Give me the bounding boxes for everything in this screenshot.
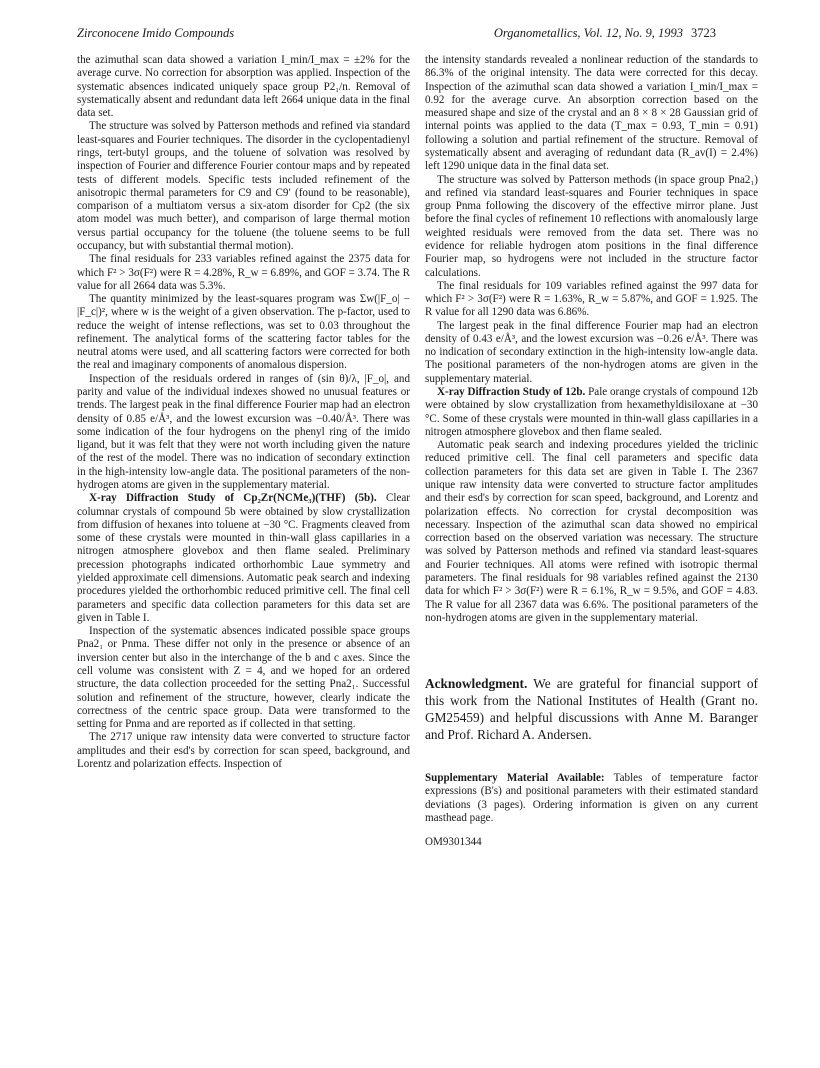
section-body: Pale orange crystals of compound 12b were obtained by slow crystallization from hexamethyldisiloxane at −30 °C. Some of these crystals were mounted in thin-wall glass capillaries in a nitrogen atmosphere glovebox and then flame sealed. bbox=[425, 386, 758, 438]
running-title: Zirconocene Imido Compounds bbox=[77, 26, 235, 40]
supplementary-heading: Supplementary Material Available: bbox=[425, 772, 605, 784]
journal-name: Organometallics, Vol. 12, No. 9, 1993 bbox=[493, 26, 683, 40]
paragraph: Inspection of the residuals ordered in ranges of (sin θ)/λ, |F_o|, and parity and value of the individual indexes showed no unusual features or trends. The largest peak in the final difference Fourier map had an electron density of 0.85 e/Å³, and the lowest excursion was −0.40/Å³. There was some indication of the four hydrogens on the phenyl ring of the imido ligand, but it was felt that they were not worth including given the nature of the rest of the model. There was no indication of secondary extinction in the high-intensity low-angle data. The positional parameters of the non-hydrogen atoms are given in the supplementary material. bbox=[77, 372, 410, 491]
page-header bbox=[77, 26, 716, 44]
page-number: 3723 bbox=[691, 26, 716, 40]
supplementary-body: Tables of temperature factor expressions (B's) and positional parameters with their estimated standard deviations (3 pages). Ordering information is given on any current masthead page. bbox=[425, 772, 758, 825]
paragraph: The final residuals for 233 variables refined against the 2375 data for which F² > 3σ(F²) were R = 4.28%, R_w = 6.89%, and GOF = 3.74. The R value for all 2664 data was 5.3%. bbox=[77, 253, 410, 292]
section-heading: X-ray Diffraction Study of 12b. bbox=[437, 386, 586, 399]
section-heading: X-ray Diffraction Study of Cp₂Zr(NCMe₃)(THF) (5b). bbox=[89, 492, 377, 505]
paragraph: Automatic peak search and indexing procedures yielded the triclinic reduced primitive cell. The final cell parameters and specific data collection parameters for this data set are given in Table I. The 2367 unique raw intensity data were converted to structure factor amplitudes and their esd's by correction for scan speed, background, and Lorentz and polarization effects. No correction for crystal decomposition was necessary. Inspection of the azimuthal scan data showed no empirical correction based on the observed variation was necessary. The structure was solved by Patterson methods and refined via standard least-squares and Fourier techniques. All atoms were refined with isotropic thermal parameters. The final residuals for 98 variables refined against the 2130 data for which F² > 3σ(F²) were R = 6.1%, R_w = 9.5%, and GOF = 4.83. The R value for all 2367 data was 6.6%. The positional parameters of the non-hydrogen atoms are given in the supplementary material. bbox=[425, 439, 758, 624]
acknowledgment-heading: Acknowledgment. bbox=[425, 676, 528, 691]
supplementary-material bbox=[425, 772, 758, 826]
section-body: Clear columnar crystals of compound 5b were obtained by slow crystallization from diffusion of hexanes into toluene at −30 °C. Fragments cleaved from some of these crystals were mounted in thin-wall glass capillaries in a nitrogen atmosphere glovebox and then flame sealed. Preliminary precession photographs indicated orthorhombic Laue symmetry and yielded approximate cell dimensions. Automatic peak search and indexing procedures yielded the orthorhombic reduced primitive cell. The final cell parameters and specific data collection parameters for this data set are given in Table I. bbox=[77, 492, 410, 624]
right-column bbox=[425, 54, 758, 625]
acknowledgment-body: We are grateful for financial support of this work from the National Institutes of Health (Grant no. GM25459) and helpful discussions with Anne M. Baranger and Prof. Richard A. Andersen. bbox=[425, 676, 758, 742]
section-paragraph bbox=[425, 386, 758, 439]
paragraph: The final residuals for 109 variables refined against the 997 data for which F² > 3σ(F²) were R = 1.63%, R_w = 5.87%, and GOF = 1.925. The R value for all 1290 data was 6.86%. bbox=[425, 279, 758, 319]
manuscript-code: OM9301344 bbox=[425, 836, 482, 848]
left-column bbox=[77, 54, 410, 771]
paragraph: The largest peak in the final difference Fourier map had an electron density of 0.43 e/Å³, and the lowest excursion was −0.26 e/Å³. There was no indication of secondary extinction in the high-intensity low-angle data. The positional parameters of the non-hydrogen atoms are given in the supplementary material. bbox=[425, 319, 758, 385]
paragraph: The 2717 unique raw intensity data were converted to structure factor amplitudes and their esd's by correction for scan speed, background, and Lorentz and polarization effects. Inspection of bbox=[77, 731, 410, 770]
section-paragraph bbox=[77, 492, 410, 625]
paragraph: the azimuthal scan data showed a variation I_min/I_max = ±2% for the average curve. No correction for absorption was applied. Inspection of the systematic absences indicated uniquely space group P2₁/n. Removal of systematically absent and redundant data left 2664 unique data in the final data set. bbox=[77, 54, 410, 120]
paragraph: The structure was solved by Patterson methods (in space group Pna2₁) and refined via standard least-squares and Fourier techniques in space group Pnma following the discovery of the effective mirror plane. Just before the final cycles of refinement 10 reflections with anomalously large weighted residuals were removed from the data set. There was no evidence for reliable hydrogen atom positions in the final difference Fourier map, so hydrogens were not included in the structure factor calculations. bbox=[425, 173, 758, 279]
paragraph: the intensity standards revealed a nonlinear reduction of the standards to 86.3% of the original intensity. The data were corrected for this decay. Inspection of the azimuthal scan data showed a variation I_min/I_max = 0.92 for the average curve. An absorption correction based on the measured shape and size of the crystal and an 8 × 8 × 28 Gaussian grid of internal points was applied to the data (T_max = 0.93, T_min = 0.91) following a solution and partial refinement of the structure. Removal of systematically absent and averaging of redundant data (R_av(I) = 2.4%) left 1290 unique data in the final data set. bbox=[425, 54, 758, 173]
paragraph: Inspection of the systematic absences indicated possible space groups Pna2₁ or Pnma. These differ not only in the presence or absence of an inversion center but also in the interchange of the b and c axes. Since the cell volume was consistent with Z = 4, and we hoped for an ordered structure, the data collection proceeded for the setting Pna2₁. Successful solution and refinement of the structure, however, clearly indicate the correctness of the centric space group. Data were transformed to the setting for Pnma and are reported as if collected in that setting. bbox=[77, 625, 410, 731]
acknowledgment bbox=[425, 675, 758, 743]
paragraph: The structure was solved by Patterson methods and refined via standard least-squares and Fourier techniques. The disorder in the cyclopentadienyl rings, tert-butyl groups, and the toluene of solvation was resolved by inspection of Fourier and difference Fourier contour maps and by repeated tests of different models. Specific tests included refinement of the anisotropic thermal parameters for C9 and C9′ (found to be reasonable), comparison of a multiatom versus a six-atom disorder for Cp2 (the six atom model was much better), and comparison of large thermal motion versus partial occupancy for the toluene (the toluene seems to be full occupancy, but with substantial thermal motion). bbox=[77, 120, 410, 252]
journal-citation bbox=[494, 26, 716, 41]
paragraph: The quantity minimized by the least-squares program was Σw(|F_o| − |F_c|)², where w is the weight of a given observation. The p-factor, used to reduce the weight of intense reflections, was set to 0.03 throughout the refinement. The analytical forms of the scattering factor tables for the neutral atoms were used, and all scattering factors were corrected for both the real and imaginary components of anomalous dispersion. bbox=[77, 293, 410, 372]
